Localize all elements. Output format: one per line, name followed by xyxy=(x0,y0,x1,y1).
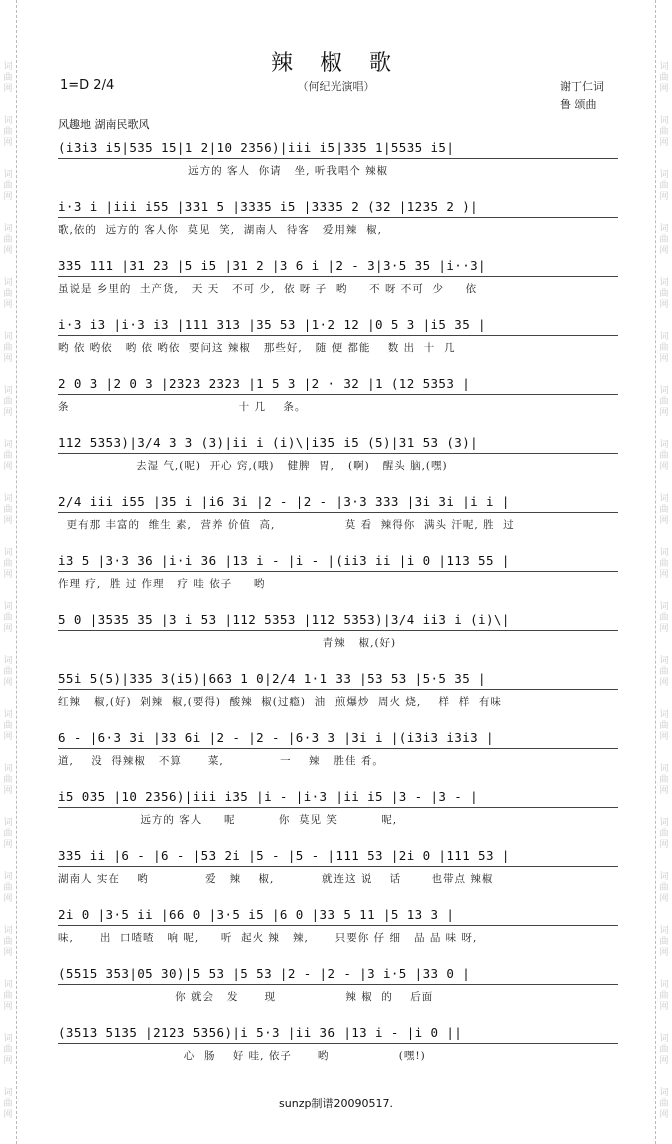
lyric-line: 青辣 椒,(好) xyxy=(58,637,397,649)
watermark-text: 词 曲 网 xyxy=(659,62,669,94)
beam-line xyxy=(58,925,618,927)
watermark-text: 词 曲 网 xyxy=(659,818,669,850)
watermark-text: 词 曲 网 xyxy=(3,278,13,310)
beam-line xyxy=(58,1043,618,1045)
lyric-line: 哟 依 哟依 哟 依 哟依 要问这 辣椒 那些好, 随 便 都能 数 出 十 几 xyxy=(58,342,456,354)
key-signature: 1=D 2/4 xyxy=(60,78,115,93)
watermark-text: 词 曲 网 xyxy=(3,1034,13,1066)
beam-line xyxy=(58,512,618,514)
watermark-text: 词 曲 网 xyxy=(659,1088,669,1120)
watermark-text: 词 曲 网 xyxy=(3,224,13,256)
watermark-text: 词 曲 网 xyxy=(659,872,669,904)
beam-line xyxy=(58,630,618,632)
lyric-line: 条 十 几 条。 xyxy=(58,401,307,413)
notation-line: i·3 i3 |i·3 i3 |111 313 |35 53 |1·2 12 |0 5 3 |i5 35 | xyxy=(58,317,486,332)
notation-line: i3 5 |3·3 36 |i·i 36 |13 i - |i - |(ii3 ii |i 0 |113 55 | xyxy=(58,553,510,568)
beam-line xyxy=(58,748,618,750)
watermark-text: 词 曲 网 xyxy=(3,764,13,796)
watermark-text: 词 曲 网 xyxy=(3,116,13,148)
lyric-line: 红辣 椒,(好) 剁辣 椒,(要得) 酸辣 椒(过瘾) 油 煎爆炒 周火 烧, 样 样 有味 xyxy=(58,696,502,708)
watermark-text: 词 曲 网 xyxy=(3,62,13,94)
lyric-line: 歌,依的 远方的 客人你 莫见 笑, 湖南人 待客 爱用辣 椒, xyxy=(58,224,382,236)
watermark-text: 词 曲 网 xyxy=(3,440,13,472)
beam-line xyxy=(58,866,618,868)
beam-line xyxy=(58,807,618,809)
notation-line: (3513 5135 |2123 5356)|i 5·3 |ii 36 |13 i - |i 0 || xyxy=(58,1025,463,1040)
watermark-text: 词 曲 网 xyxy=(3,872,13,904)
watermark-text: 词 曲 网 xyxy=(659,116,669,148)
watermark-text: 词 曲 网 xyxy=(659,494,669,526)
watermark-text: 词 曲 网 xyxy=(3,494,13,526)
lyric-line: 道, 没 得辣椒 不算 菜, 一 辣 胜佳 肴。 xyxy=(58,755,384,767)
watermark-text: 词 曲 网 xyxy=(3,332,13,364)
lyricist: 谢丁仁词 xyxy=(560,80,604,93)
beam-line xyxy=(58,276,618,278)
lyric-line: 味, 出 口喳喳 响 呢, 听 起火 辣 辣, 只要你 仔 细 品 品 味 呀, xyxy=(58,932,478,944)
lyric-line: 湖南人 实在 哟 爱 辣 椒, 就连这 说 话 也带点 辣椒 xyxy=(58,873,494,885)
notation-line: 335 111 |31 23 |5 i5 |31 2 |3 6 i |2 - 3|3·5 35 |i··3| xyxy=(58,258,486,273)
watermark-text: 词 曲 网 xyxy=(3,602,13,634)
watermark-text: 词 曲 网 xyxy=(659,548,669,580)
notation-line: (5515 353|05 30)|5 53 |5 53 |2 - |2 - |3 i·5 |33 0 | xyxy=(58,966,471,981)
watermark-text: 词 曲 网 xyxy=(3,1088,13,1120)
beam-line xyxy=(58,158,618,160)
singer-note: （何纪光演唱） xyxy=(297,80,375,93)
notation-line: 55i 5(5)|335 3(i5)|663 1 0|2/4 1·1 33 |53 53 |5·5 35 | xyxy=(58,671,486,686)
lyric-line: 远方的 客人 你请 坐, 听我唱个 辣椒 xyxy=(58,165,389,177)
watermark-text: 词 曲 网 xyxy=(3,656,13,688)
watermark-text: 词 曲 网 xyxy=(3,818,13,850)
style-marking: 风趣地 湖南民歌风 xyxy=(58,118,150,131)
lyric-line: 虽说是 乡里的 土产货, 天 天 不可 少, 依 呀 子 哟 不 呀 不可 少 依 xyxy=(58,283,478,295)
lyric-line: 远方的 客人 呢 你 莫见 笑 呢, xyxy=(58,814,398,826)
notation-line: i·3 i |iii i55 |331 5 |3335 i5 |3335 2 (32 |1235 2 )| xyxy=(58,199,479,214)
watermark-text: 词 曲 网 xyxy=(659,980,669,1012)
beam-line xyxy=(58,217,618,219)
notation-line: 2/4 iii i55 |35 i |i6 3i |2 - |2 - |3·3 333 |3i 3i |i i | xyxy=(58,494,510,509)
beam-line xyxy=(58,394,618,396)
composer: 鲁 颂曲 xyxy=(560,98,597,111)
watermark-text: 词 曲 网 xyxy=(659,926,669,958)
watermark-text: 词 曲 网 xyxy=(659,764,669,796)
beam-line xyxy=(58,571,618,573)
song-title: 辣 椒 歌 xyxy=(271,51,401,76)
beam-line xyxy=(58,335,618,337)
watermark-text: 词 曲 网 xyxy=(3,386,13,418)
beam-line xyxy=(58,453,618,455)
lyric-line: 更有那 丰富的 维生 素, 营养 价值 高, 莫 看 辣得你 满头 汗呢, 胜 过 xyxy=(58,519,515,531)
watermark-text: 词 曲 网 xyxy=(3,170,13,202)
footer-credit: sunzp制谱20090517. xyxy=(279,1097,393,1110)
watermark-text: 词 曲 网 xyxy=(659,386,669,418)
watermark-text: 词 曲 网 xyxy=(659,1034,669,1066)
watermark-text: 词 曲 网 xyxy=(659,170,669,202)
notation-line: 2 0 3 |2 0 3 |2323 2323 |1 5 3 |2 · 32 |1 (12 5353 | xyxy=(58,376,471,391)
watermark-text: 词 曲 网 xyxy=(3,548,13,580)
beam-line xyxy=(58,984,618,986)
watermark-text: 词 曲 网 xyxy=(659,710,669,742)
notation-line: 6 - |6·3 3i |33 6i |2 - |2 - |6·3 3 |3i i |(i3i3 i3i3 | xyxy=(58,730,494,745)
watermark-text: 词 曲 网 xyxy=(659,224,669,256)
beam-line xyxy=(58,689,618,691)
lyric-line: 作理 疗, 胜 过 作理 疗 哇 依子 哟 xyxy=(58,578,266,590)
watermark-text: 词 曲 网 xyxy=(3,710,13,742)
watermark-text: 词 曲 网 xyxy=(659,656,669,688)
watermark-text: 词 曲 网 xyxy=(659,440,669,472)
notation-line: (i3i3 i5|535 15|1 2|10 2356)|iii i5|335 1|5535 i5| xyxy=(58,140,455,155)
watermark-text: 词 曲 网 xyxy=(3,980,13,1012)
lyric-line: 心 肠 好 哇, 依子 哟 (嘿!) xyxy=(58,1050,426,1062)
notation-line: 335 ii |6 - |6 - |53 2i |5 - |5 - |111 53 |2i 0 |111 53 | xyxy=(58,848,510,863)
watermark-text: 词 曲 网 xyxy=(3,926,13,958)
notation-line: 112 5353)|3/4 3 3 (3)|ii i (i)\|i35 i5 (5)|31 53 (3)| xyxy=(58,435,479,450)
notation-line: 5 0 |3535 35 |3 i 53 |112 5353 |112 5353)|3/4 ii3 i (i)\| xyxy=(58,612,510,627)
watermark-text: 词 曲 网 xyxy=(659,332,669,364)
lyric-line: 去湿 气,(呢) 开心 窍,(哦) 健脾 胃, (啊) 醒头 脑,(嘿) xyxy=(58,460,448,472)
notation-line: i5 035 |10 2356)|iii i35 |i - |i·3 |ii i5 |3 - |3 - | xyxy=(58,789,479,804)
notation-line: 2i 0 |3·5 ii |66 0 |3·5 i5 |6 0 |33 5 11 |5 13 3 | xyxy=(58,907,455,922)
watermark-text: 词 曲 网 xyxy=(659,602,669,634)
watermark-text: 词 曲 网 xyxy=(659,278,669,310)
lyric-line: 你 就会 发 现 辣 椒 的 后面 xyxy=(58,991,434,1003)
